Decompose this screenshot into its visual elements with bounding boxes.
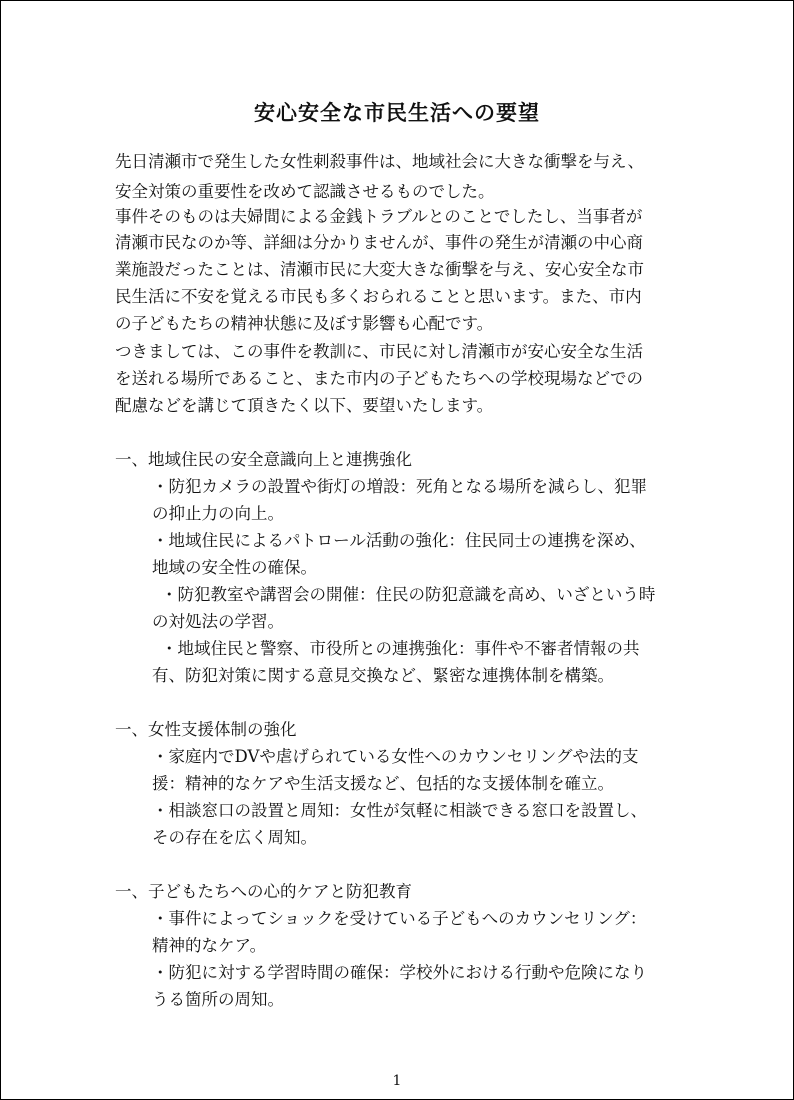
section-line: の対処法の学習。 bbox=[152, 612, 284, 631]
section-line: 地域の安全性の確保。 bbox=[152, 558, 317, 577]
section-line: ・防犯教室や講習会の開催：住民の防犯意識を高め、いざという時 bbox=[161, 585, 656, 604]
section-line: の抑止力の向上。 bbox=[152, 504, 284, 523]
page-number: 1 bbox=[392, 1073, 402, 1089]
intro-line: 先日清瀬市で発生した女性刺殺事件は、地域社会に大きな衝撃を与え、 bbox=[115, 152, 644, 171]
section-heading: 一、女性支援体制の強化 bbox=[115, 720, 297, 739]
intro-line: の子どもたちの精神状態に及ぼす影響も心配です。 bbox=[115, 314, 494, 333]
document-title: 安心安全な市民生活への要望 bbox=[254, 100, 540, 125]
section-line: ・家庭内でDVや虐げられている女性へのカウンセリングや法的支 bbox=[152, 747, 639, 766]
intro-line: 民生活に不安を覚える市民も多くおられることと思います。また、市内 bbox=[115, 287, 642, 306]
section-heading: 一、地域住民の安全意識向上と連携強化 bbox=[115, 450, 412, 469]
section-line: 精神的なケア。 bbox=[152, 936, 267, 955]
intro-line: 事件そのものは夫婦間による金銭トラブルとのことでしたし、当事者が bbox=[115, 207, 643, 226]
section-line: ・地域住民と警察、市役所との連携強化：事件や不審者情報の共 bbox=[161, 639, 640, 658]
section-line: その存在を広く周知。 bbox=[152, 828, 317, 847]
section-line: 有、防犯対策に関する意見交換など、緊密な連携体制を構築。 bbox=[152, 666, 614, 685]
section-heading: 一、子どもたちへの心的ケアと防犯教育 bbox=[115, 882, 412, 901]
section-line: 援：精神的なケアや生活支援など、包括的な支援体制を確立。 bbox=[152, 774, 614, 793]
intro-line: を送れる場所であること、また市内の子どもたちへの学校現場などでの bbox=[115, 369, 643, 388]
section-line: ・防犯に対する学習時間の確保：学校外における行動や危険になり bbox=[152, 963, 647, 982]
section-line: ・相談窓口の設置と周知：女性が気軽に相談できる窓口を設置し、 bbox=[152, 801, 647, 820]
section-line: ・防犯カメラの設置や街灯の増設：死角となる場所を減らし、犯罪 bbox=[152, 477, 647, 496]
intro-line: 安全対策の重要性を改めて認識させるものでした。 bbox=[115, 182, 495, 201]
section-line: ・地域住民によるパトロール活動の強化：住民同士の連携を深め、 bbox=[152, 531, 646, 550]
section-line: ・事件によってショックを受けている子どもへのカウンセリング： bbox=[152, 909, 647, 928]
intro-line: 配慮などを講じて頂きたく以下、要望いたします。 bbox=[115, 396, 494, 415]
intro-line: 業施設だったことは、清瀬市民に大変大きな衝撃を与え、安心安全な市 bbox=[115, 260, 644, 279]
intro-line: 清瀬市民なのか等、詳細は分かりませんが、事件の発生が清瀬の中心商 bbox=[115, 233, 643, 252]
section-line: うる箇所の周知。 bbox=[152, 990, 284, 1009]
intro-line: つきましては、この事件を教訓に、市民に対し清瀬市が安心安全な生活 bbox=[115, 342, 643, 361]
